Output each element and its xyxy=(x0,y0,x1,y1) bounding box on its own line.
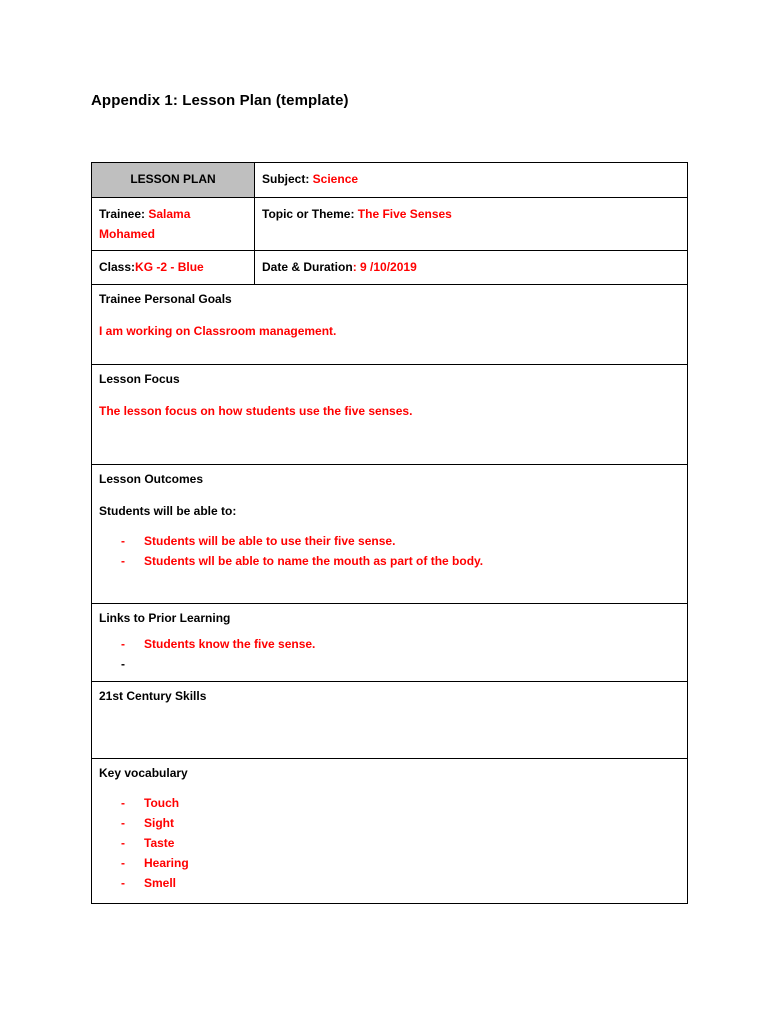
dash-marker: - xyxy=(121,876,125,890)
topic-label: Topic or Theme: xyxy=(262,207,358,221)
dash-marker: - xyxy=(121,554,125,568)
lesson-outcomes-list xyxy=(99,531,680,571)
lesson-plan-table xyxy=(91,162,688,904)
lesson-plan-header-cell xyxy=(92,163,255,197)
century-skills-label: 21st Century Skills xyxy=(99,689,207,703)
vocabulary-word: Sight xyxy=(144,816,174,830)
century-skills-section xyxy=(92,681,687,758)
prior-learning-text: Students know the five sense. xyxy=(144,637,316,651)
list-item xyxy=(99,813,680,833)
vocabulary-word: Hearing xyxy=(144,856,189,870)
vocabulary-word: Taste xyxy=(144,836,175,850)
dash-marker: - xyxy=(121,534,125,548)
trainee-label: Trainee: xyxy=(99,207,149,221)
list-item xyxy=(99,654,680,674)
date-label: Date & Duration xyxy=(262,260,353,274)
prior-learning-section xyxy=(92,603,687,681)
personal-goals-section xyxy=(92,284,687,364)
list-item xyxy=(99,793,680,813)
subject-value: Science xyxy=(312,172,359,186)
outcome-text: Students wll be able to name the mouth as part of the body. xyxy=(144,554,484,568)
class-label: Class: xyxy=(99,260,136,274)
vocabulary-word: Smell xyxy=(144,876,177,890)
lesson-outcomes-label: Lesson Outcomes xyxy=(99,472,204,486)
subject-cell xyxy=(255,163,687,197)
list-item xyxy=(99,833,680,853)
topic-cell xyxy=(255,198,687,250)
dash-marker: - xyxy=(121,637,125,651)
topic-value: The Five Senses xyxy=(357,207,452,221)
date-value: 9 /10/2019 xyxy=(360,260,417,274)
dash-marker: - xyxy=(121,816,125,830)
personal-goals-text: I am working on Classroom management. xyxy=(99,324,337,338)
date-cell xyxy=(255,251,687,284)
key-vocabulary-label: Key vocabulary xyxy=(99,766,188,780)
class-row xyxy=(92,250,687,284)
vocabulary-word: Touch xyxy=(144,796,180,810)
personal-goals-label: Trainee Personal Goals xyxy=(99,292,232,306)
class-cell xyxy=(92,251,255,284)
trainee-row xyxy=(92,197,687,250)
list-item xyxy=(99,531,680,551)
subject-label: Subject: xyxy=(262,172,313,186)
dash-marker: - xyxy=(121,836,125,850)
lesson-focus-text: The lesson focus on how students use the five senses. xyxy=(99,404,413,418)
class-value: KG -2 - Blue xyxy=(135,260,204,274)
date-colon: : xyxy=(352,260,361,274)
list-item xyxy=(99,551,680,571)
lesson-outcomes-intro: Students will be able to: xyxy=(99,504,237,518)
outcome-text: Students will be able to use their five sense. xyxy=(144,534,396,548)
lesson-focus-section xyxy=(92,364,687,464)
trainee-cell xyxy=(92,198,255,250)
trainee-value: Salama Mohamed xyxy=(99,207,191,241)
key-vocabulary-section xyxy=(92,758,687,903)
prior-learning-label: Links to Prior Learning xyxy=(99,611,231,625)
lesson-plan-label: LESSON PLAN xyxy=(130,172,216,186)
lesson-focus-label: Lesson Focus xyxy=(99,372,180,386)
lesson-outcomes-section xyxy=(92,464,687,603)
prior-learning-list xyxy=(99,634,680,674)
list-item xyxy=(99,634,680,654)
dash-marker: - xyxy=(121,796,125,810)
key-vocabulary-list xyxy=(99,793,680,893)
dash-marker: - xyxy=(121,856,125,870)
page-title: Appendix 1: Lesson Plan (template) xyxy=(91,92,349,109)
header-row xyxy=(92,163,687,197)
list-item xyxy=(99,873,680,893)
dash-marker: - xyxy=(121,657,125,671)
list-item xyxy=(99,853,680,873)
